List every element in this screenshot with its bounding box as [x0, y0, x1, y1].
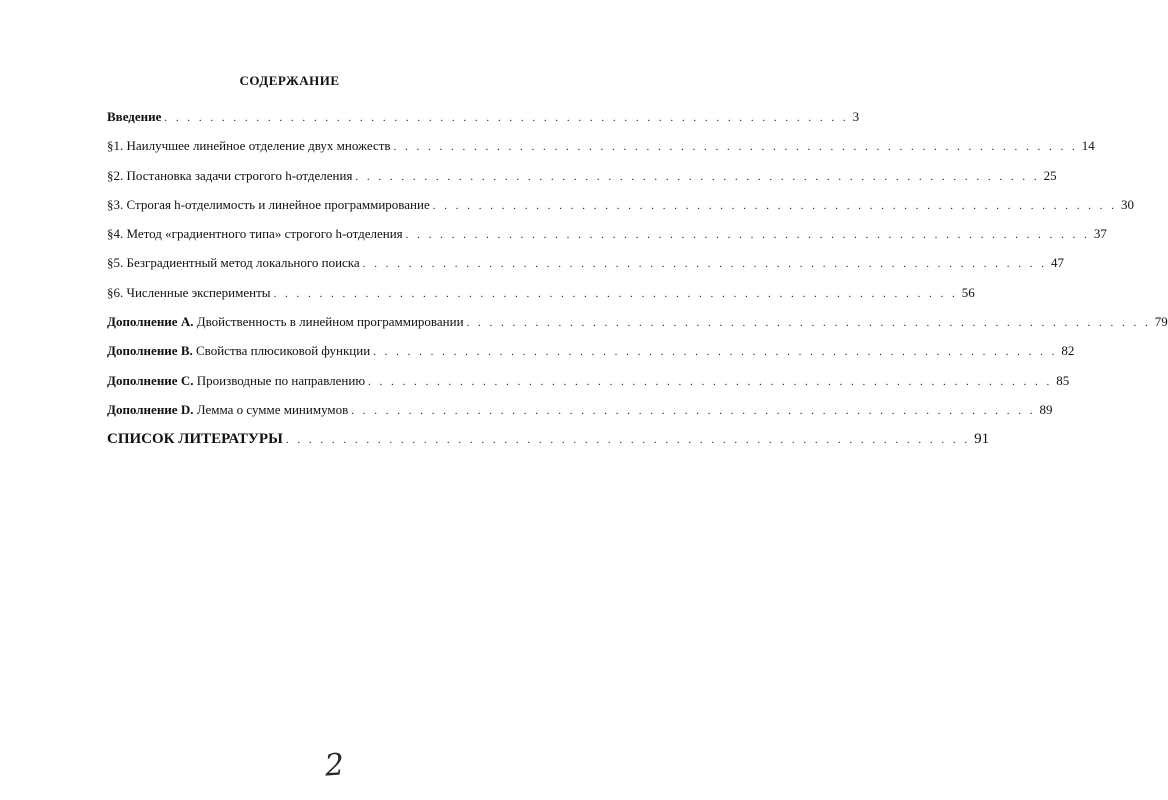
- dot-leader: . . . . . . . . . . . . . . . . . . . . . . . . . . . . . . . . . . . . . . . . . . . . . . . . . . . . . . . . . . . .: [373, 346, 1058, 359]
- dot-leader: . . . . . . . . . . . . . . . . . . . . . . . . . . . . . . . . . . . . . . . . . . . . . . . . . . . . . . . . . . . .: [368, 375, 1053, 388]
- dot-leader: . . . . . . . . . . . . . . . . . . . . . . . . . . . . . . . . . . . . . . . . . . . . . . . . . . . . . . . . . . . .: [351, 404, 1036, 417]
- handwritten-page-number: 2: [323, 747, 346, 784]
- toc-entry-prefix: Введение: [107, 109, 162, 124]
- toc-entry-appendix-a[interactable]: [107, 310, 1168, 339]
- dot-leader: . . . . . . . . . . . . . . . . . . . . . . . . . . . . . . . . . . . . . . . . . . . . . . . . . . . . . . . . . . . .: [362, 258, 1047, 271]
- toc-entry-text: Двойственность в линейном программировании: [193, 314, 464, 330]
- toc-entry-text: §6. Численные эксперименты: [107, 284, 271, 300]
- toc-entry-prefix: Дополнение B.: [107, 343, 193, 359]
- toc-entry-text: §3. Строгая h-отделимость и линейное программирование: [107, 196, 430, 212]
- toc-entry-text: §1. Наилучшее линейное отделение двух множеств: [107, 138, 391, 154]
- dot-leader: . . . . . . . . . . . . . . . . . . . . . . . . . . . . . . . . . . . . . . . . . . . . . . . . . . . . . . . . . . . .: [273, 287, 958, 300]
- toc-page-number: 14: [1081, 138, 1095, 154]
- toc-entry-label: [107, 195, 430, 215]
- toc-page-number: 25: [1043, 167, 1057, 183]
- toc-entry-label: [107, 429, 283, 449]
- toc-entry-section-4[interactable]: [107, 222, 1107, 251]
- toc-entry-appendix-b[interactable]: [107, 339, 1075, 368]
- toc-entry-introduction[interactable]: [107, 105, 860, 134]
- toc-entry-text: Производные по направлению: [193, 372, 366, 388]
- toc-entry-prefix: Дополнение C.: [107, 372, 194, 388]
- toc-entry-prefix: Дополнение A.: [107, 314, 194, 330]
- toc-entry-label: [107, 283, 271, 303]
- toc-entry-bibliography[interactable]: [107, 427, 990, 456]
- toc-page-number: 3: [852, 109, 860, 124]
- toc-entry-text: СПИСОК ЛИТЕРАТУРЫ: [107, 431, 283, 448]
- page-title: СОДЕРЖАНИЕ: [239, 73, 340, 88]
- toc-entry-text: Свойства плюсиковой функции: [192, 343, 371, 359]
- toc-entry-text: §2. Постановка задачи строгого h-отделения: [107, 167, 353, 183]
- dot-leader: . . . . . . . . . . . . . . . . . . . . . . . . . . . . . . . . . . . . . . . . . . . . . . . . . . . . . . . . . . . .: [405, 229, 1090, 242]
- toc-page-number: 85: [1056, 372, 1070, 388]
- toc-page-number: 82: [1061, 343, 1075, 359]
- toc-entry-section-3[interactable]: [107, 193, 1134, 222]
- toc-entry-text: §5. Безградиентный метод локального поиска: [107, 255, 360, 271]
- toc-entry-label: [107, 312, 464, 332]
- toc-entry-label: [107, 136, 391, 156]
- toc-entry-section-5[interactable]: [107, 251, 1064, 280]
- dot-leader: . . . . . . . . . . . . . . . . . . . . . . . . . . . . . . . . . . . . . . . . . . . . . . . . . . . . . . . . . . . .: [164, 112, 849, 124]
- toc-entry-section-1[interactable]: [107, 134, 1095, 163]
- toc-entry-section-2[interactable]: [107, 164, 1057, 193]
- toc-entry-label: [107, 400, 348, 420]
- dot-leader: . . . . . . . . . . . . . . . . . . . . . . . . . . . . . . . . . . . . . . . . . . . . . . . . . . . . . . . . . . . .: [393, 141, 1078, 154]
- toc-entry-appendix-d[interactable]: [107, 398, 1053, 427]
- table-of-contents: [107, 105, 1168, 457]
- toc-entry-prefix: Дополнение D.: [107, 401, 194, 417]
- toc-entry-label: [107, 371, 365, 391]
- toc-page-number: 37: [1093, 226, 1107, 242]
- toc-entry-section-6[interactable]: [107, 281, 975, 310]
- toc-entry-text: Лемма о сумме минимумов: [193, 401, 349, 417]
- dot-leader: . . . . . . . . . . . . . . . . . . . . . . . . . . . . . . . . . . . . . . . . . . . . . . . . . . . . . . . . . . . .: [285, 434, 971, 447]
- toc-entry-label: [107, 253, 360, 273]
- dot-leader: . . . . . . . . . . . . . . . . . . . . . . . . . . . . . . . . . . . . . . . . . . . . . . . . . . . . . . . . . . . .: [466, 317, 1151, 330]
- toc-page-number: 89: [1039, 401, 1053, 417]
- toc-page-number: 79: [1154, 314, 1168, 330]
- dot-leader: . . . . . . . . . . . . . . . . . . . . . . . . . . . . . . . . . . . . . . . . . . . . . . . . . . . . . . . . . . . .: [432, 199, 1117, 212]
- toc-page-number: 30: [1120, 196, 1134, 212]
- toc-page-number: 91: [974, 431, 990, 448]
- toc-page-number: 47: [1050, 255, 1064, 271]
- toc-page-number: 56: [961, 284, 975, 300]
- toc-entry-label: [107, 107, 161, 127]
- toc-entry-label: [107, 224, 403, 244]
- dot-leader: . . . . . . . . . . . . . . . . . . . . . . . . . . . . . . . . . . . . . . . . . . . . . . . . . . . . . . . . . . . .: [355, 170, 1040, 183]
- toc-entry-appendix-c[interactable]: [107, 369, 1070, 398]
- toc-entry-text: §4. Метод «градиентного типа» строгого h-отделения: [107, 226, 403, 242]
- toc-entry-label: [107, 166, 352, 186]
- toc-entry-label: [107, 341, 370, 361]
